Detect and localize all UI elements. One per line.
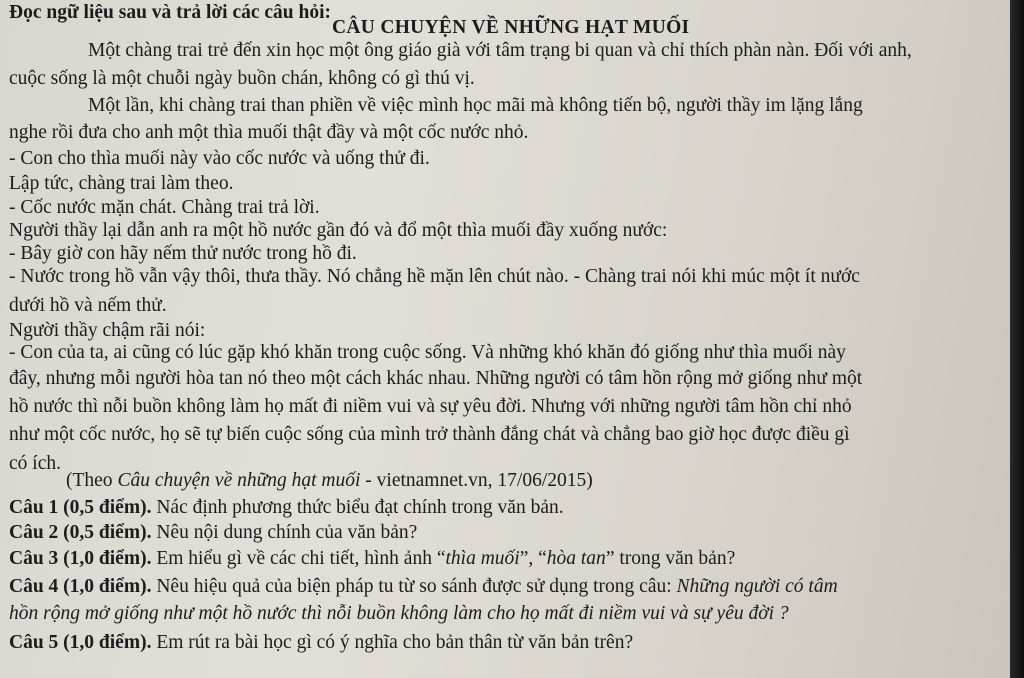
source-open: (Theo [66,470,118,491]
question-4-continued: hồn rộng mở giống như một hồ nước thì nỗi buồn không làm cho họ mất đi niềm vui và sự yêu đời ? [9,603,789,624]
source-rest: - vietnamnet.vn, 17/06/2015) [360,470,593,491]
passage-line: - Cốc nước mặn chát. Chàng trai trả lời. [9,197,320,218]
passage-line: có ích. [9,453,61,474]
question-label: Câu 1 (0,5 điểm). [9,497,152,518]
question-label: Câu 4 (1,0 điểm). [9,576,152,597]
passage-line: đây, nhưng mỗi người hòa tan nó theo một cách khác nhau. Những người có tâm hồn rộng mở giống như một [9,368,863,389]
passage-line: - Nước trong hồ vẫn vậy thôi, thưa thầy. Nó chẳng hề mặn lên chút nào. - Chàng trai nói khi múc một ít nước [9,266,860,287]
question-quote: Những người có tâm [676,576,838,597]
question-text: Nác định phương thức biểu đạt chính trong văn bản. [151,497,564,518]
passage-line: như một cốc nước, họ sẽ tự biến cuộc sống của mình trở thành đắng chát và chẳng bao giờ học được điều gì [9,424,850,445]
question-text: Em rút ra bài học gì có ý nghĩa cho bản thân từ văn bản trên? [151,632,634,653]
question-5 [9,632,633,655]
passage-line: Lập tức, chàng trai làm theo. [9,173,234,194]
question-label: Câu 3 (1,0 điểm). [9,548,152,569]
passage-line: Người thầy lại dẫn anh ra một hồ nước gần đó và đổ một thìa muối đầy xuống nước: [9,220,668,241]
question-3 [9,548,735,571]
question-quote: hòa tan [546,548,606,569]
passage-line: nghe rồi đưa cho anh một thìa muối thật đầy và một cốc nước nhỏ. [9,122,529,143]
source-title: Câu chuyện về những hạt muối [117,470,361,491]
question-quote: thìa muối [445,548,520,569]
passage-line: hồ nước thì nỗi buồn không làm họ mất đi niềm vui và sự yêu đời. Nhưng với những người tâm hồn chỉ nhỏ [9,396,852,417]
passage-line: Một chàng trai trẻ đến xin học một ông giáo già với tâm trạng bi quan và chỉ thích phàn nàn. Đối với anh, [88,40,912,61]
passage-line: - Con của ta, ai cũng có lúc gặp khó khăn trong cuộc sống. Và những khó khăn đó giống như thìa muối này [9,342,846,363]
question-text: ” trong văn bản? [605,548,736,569]
question-text: ”, “ [519,548,547,569]
passage-line: - Bây giờ con hãy nếm thử nước trong hồ đi. [9,243,357,264]
source-citation [66,470,593,493]
passage-title: CÂU CHUYỆN VỀ NHỮNG HẠT MUỐI [332,17,690,38]
passage-line: Một lần, khi chàng trai than phiền về việc mình học mãi mà không tiến bộ, người thầy im lặng lắng [88,95,863,116]
passage-line: - Con cho thìa muối này vào cốc nước và uống thử đi. [9,148,430,169]
passage-line: cuộc sống là một chuỗi ngày buồn chán, không có gì thú vị. [9,68,475,89]
question-text: Nêu hiệu quả của biện pháp tu từ so sánh được sử dụng trong câu: [151,576,677,597]
page-edge-shadow [1010,0,1024,678]
passage-line: dưới hồ và nếm thử. [9,295,167,316]
question-2 [9,522,417,545]
instruction-header: Đọc ngữ liệu sau và trả lời các câu hỏi: [9,2,332,23]
passage-line: Người thầy chậm rãi nói: [9,320,206,341]
question-text: Em hiểu gì về các chi tiết, hình ảnh “ [151,548,446,569]
question-1 [9,497,564,520]
question-4 [9,576,838,599]
question-label: Câu 5 (1,0 điểm). [9,632,152,653]
question-label: Câu 2 (0,5 điểm). [9,522,152,543]
question-text: Nêu nội dung chính của văn bản? [151,522,418,543]
